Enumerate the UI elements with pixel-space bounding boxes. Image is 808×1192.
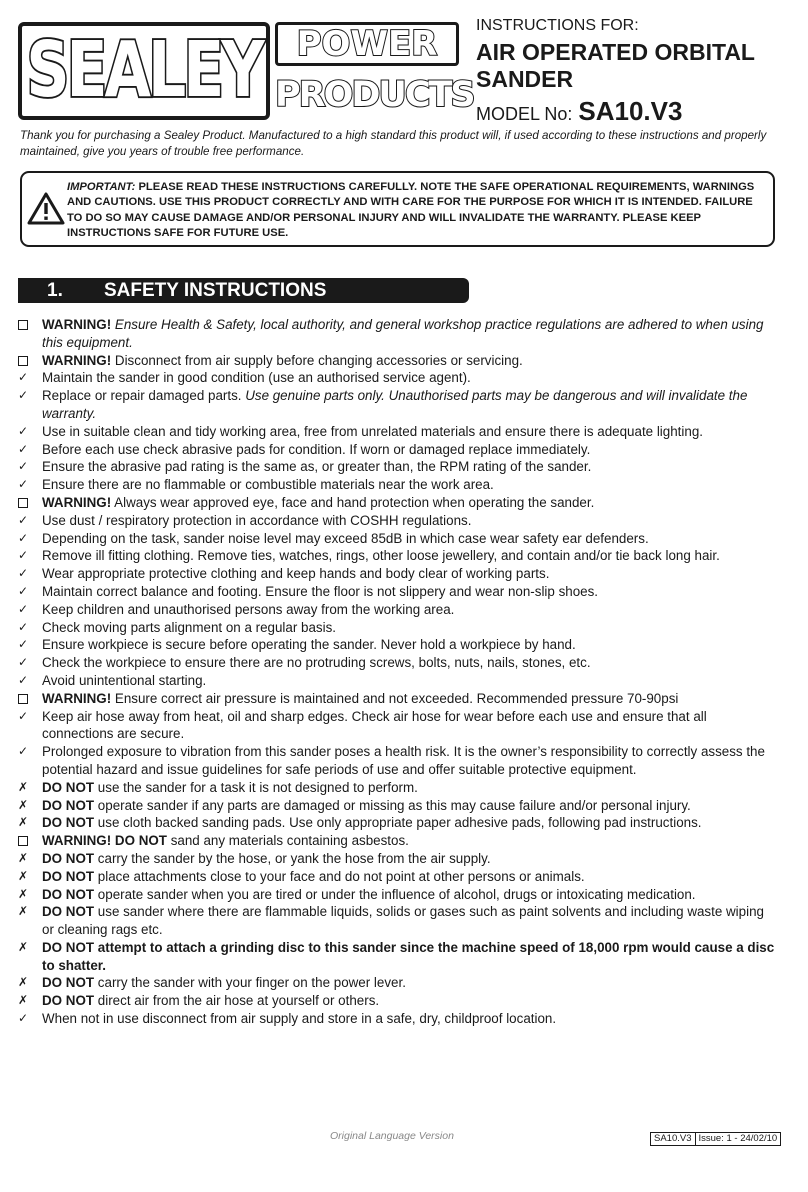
list-item: [18, 423, 778, 441]
item-text: Ensure correct air pressure is maintained and not exceeded. Recommended pressure 70-90psi: [111, 690, 679, 706]
footer-reference: [650, 1132, 781, 1146]
list-item: [18, 708, 778, 744]
item-text: Maintain the sander in good condition (use an authorised service agent).: [42, 370, 471, 386]
item-text: Remove ill fitting clothing. Remove ties, watches, rings, other loose jewellery, and contain and/or tie back long hair.: [42, 548, 720, 564]
product-title-line2: SANDER: [476, 66, 574, 92]
checkmark-icon: ✓: [18, 370, 29, 385]
document-header: [476, 16, 801, 131]
sealey-logo-text: SEALEY: [26, 25, 262, 116]
model-number: [476, 96, 801, 131]
item-text: Disconnect from air supply before changing accessories or servicing.: [111, 352, 523, 368]
cross-icon: ✗: [18, 779, 29, 794]
item-emphasis: Use genuine parts only. Unauthorised parts may be dangerous and will invalidate the warranty.: [42, 388, 748, 421]
checkmark-icon: ✓: [18, 637, 29, 652]
item-keyword: WARNING!: [42, 352, 112, 368]
checkmark-icon: ✓: [18, 548, 29, 563]
list-item: [18, 903, 778, 939]
cross-icon: ✗: [18, 993, 29, 1008]
section-number: 1.: [47, 280, 63, 301]
item-text: Ensure there are no flammable or combustible materials near the work area.: [42, 477, 494, 493]
footer-issue: Issue: 1 - 24/02/10: [695, 1133, 781, 1145]
item-keyword: WARNING!: [42, 494, 112, 510]
item-keyword: DO NOT: [42, 779, 95, 795]
cross-icon: ✗: [18, 975, 29, 990]
list-item: [18, 814, 778, 832]
checkbox-square-icon: [18, 320, 28, 330]
list-item: [18, 850, 778, 868]
list-item: [18, 939, 778, 975]
item-text: use sander where there are flammable liquids, solids or gases such as paint solvents and including waste wiping or cleaning rags etc.: [42, 904, 764, 938]
list-item: [18, 565, 778, 583]
item-keyword: DO NOT: [42, 797, 95, 813]
item-text: Keep air hose away from heat, oil and sharp edges. Check air hose for wear before each use and ensure that all connections are secure.: [42, 708, 707, 742]
item-text: Replace or repair damaged parts.: [42, 388, 246, 404]
model-label: MODEL No:: [476, 104, 573, 124]
product-title: [476, 39, 801, 93]
item-text: When not in use disconnect from air supply and store in a safe, dry, childproof location.: [42, 1011, 557, 1027]
checkmark-icon: ✓: [18, 672, 29, 687]
list-item: [18, 601, 778, 619]
item-text: place attachments close to your face and do not point at other persons or animals.: [94, 868, 585, 884]
cross-icon: ✗: [18, 797, 29, 812]
item-text: Check the workpiece to ensure there are no protruding screws, bolts, nuts, nails, stones, etc.: [42, 655, 591, 671]
checkmark-icon: ✓: [18, 566, 29, 581]
list-item: [18, 832, 778, 850]
list-item: [18, 690, 778, 708]
list-item: [18, 369, 778, 387]
item-text: Prolonged exposure to vibration from this sander poses a health risk. It is the owner’s responsibility to correctly assess the potential hazard and issue guidelines for safe periods of use and offer suitable protective equipment.: [42, 744, 765, 777]
list-item: [18, 974, 778, 992]
checkmark-icon: ✓: [18, 477, 29, 492]
important-lead: IMPORTANT:: [67, 181, 136, 193]
instructions-for-label: INSTRUCTIONS FOR:: [476, 17, 639, 34]
item-text: direct air from the air hose at yourself or others.: [94, 993, 380, 1009]
section-heading: [18, 278, 469, 303]
list-item: [18, 458, 778, 476]
list-item: [18, 583, 778, 601]
checkmark-icon: ✓: [18, 459, 29, 474]
item-text: Wear appropriate protective clothing and keep hands and body clear of working parts.: [42, 566, 550, 582]
item-text: Before each use check abrasive pads for condition. If worn or damaged replace immediately.: [42, 441, 591, 457]
list-item: [18, 619, 778, 637]
cross-icon: ✗: [18, 904, 29, 919]
power-logo-text: POWER: [275, 22, 459, 66]
checkbox-square-icon: [18, 356, 28, 366]
item-keyword: DO NOT: [42, 868, 95, 884]
cross-icon: ✗: [18, 939, 29, 954]
sealey-logo: [18, 22, 270, 120]
item-text: Ensure the abrasive pad rating is the same as, or greater than, the RPM rating of the sander.: [42, 459, 592, 475]
item-keyword: DO NOT: [42, 904, 95, 920]
item-text: Use dust / respiratory protection in accordance with COSHH regulations.: [42, 512, 472, 528]
checkmark-icon: ✓: [18, 423, 29, 438]
section-title: SAFETY INSTRUCTIONS: [104, 280, 327, 301]
cross-icon: ✗: [18, 850, 29, 865]
item-keyword: DO NOT: [42, 975, 95, 991]
list-item: [18, 672, 778, 690]
list-item: [18, 779, 778, 797]
list-item: [18, 886, 778, 904]
footer-model: SA10.V3: [654, 1133, 692, 1144]
item-text: Avoid unintentional starting.: [42, 672, 207, 688]
item-text: Depending on the task, sander noise level may exceed 85dB in which case wear safety ear defenders.: [42, 530, 649, 546]
list-item: [18, 476, 778, 494]
list-item: [18, 992, 778, 1010]
model-value: SA10.V3: [578, 96, 683, 126]
checkmark-icon: ✓: [18, 512, 29, 527]
checkmark-icon: ✓: [18, 655, 29, 670]
item-text: Always wear approved eye, face and hand protection when operating the sander.: [111, 494, 595, 510]
item-text: carry the sander by the hose, or yank the hose from the air supply.: [94, 850, 491, 866]
item-keyword: WARNING! DO NOT: [42, 833, 167, 849]
item-text: carry the sander with your finger on the power lever.: [94, 975, 406, 991]
cross-icon: ✗: [18, 886, 29, 901]
item-keyword: DO NOT: [42, 850, 95, 866]
item-keyword: DO NOT: [42, 815, 95, 831]
list-item: [18, 352, 778, 370]
item-keyword: DO NOT: [42, 886, 95, 902]
item-text: Use in suitable clean and tidy working area, free from unrelated materials and ensure there is adequate lighting.: [42, 423, 703, 439]
list-item: [18, 387, 778, 423]
checkmark-icon: ✓: [18, 601, 29, 616]
important-notice-text: [67, 180, 767, 242]
item-text: attempt to attach a grinding disc to this sander since the machine speed of 18,000 rpm would cause a disc to shatter.: [42, 939, 775, 973]
item-keyword: WARNING!: [42, 690, 112, 706]
list-item: [18, 512, 778, 530]
item-keyword: DO NOT: [42, 993, 95, 1009]
warning-triangle-icon: [27, 192, 65, 226]
intro-text: Thank you for purchasing a Sealey Product. Manufactured to a high standard this product will, if used according to these instructions and properly maintained, give you years of trouble free performance.: [20, 129, 767, 158]
important-notice-box: [20, 171, 775, 247]
cross-icon: ✗: [18, 815, 29, 830]
checkbox-square-icon: [18, 836, 28, 846]
products-logo-text: PRODUCTS: [275, 75, 474, 115]
list-item: [18, 316, 778, 352]
list-item: [18, 743, 778, 779]
item-text: use the sander for a task it is not designed to perform.: [94, 779, 418, 795]
item-keyword: DO NOT: [42, 939, 95, 955]
list-item: [18, 441, 778, 459]
checkmark-icon: ✓: [18, 388, 29, 403]
list-item: [18, 868, 778, 886]
item-keyword: WARNING!: [42, 317, 112, 332]
checkmark-icon: ✓: [18, 1011, 29, 1026]
item-text: Ensure Health & Safety, local authority, and general workshop practice regulations are adhered to when using this equipment.: [42, 317, 764, 350]
product-title-line1: AIR OPERATED ORBITAL: [476, 39, 755, 65]
list-item: [18, 797, 778, 815]
list-item: [18, 654, 778, 672]
item-text: operate sander if any parts are damaged or missing as this may cause failure and/or personal injury.: [94, 797, 691, 813]
checkmark-icon: ✓: [18, 619, 29, 634]
item-text: Maintain correct balance and footing. Ensure the floor is not slippery and wear non-slip shoes.: [42, 583, 599, 599]
cross-icon: ✗: [18, 868, 29, 883]
item-text: sand any materials containing asbestos.: [166, 833, 409, 849]
checkmark-icon: ✓: [18, 530, 29, 545]
checkbox-square-icon: [18, 498, 28, 508]
list-item: [18, 494, 778, 512]
list-item: [18, 636, 778, 654]
item-text: use cloth backed sanding pads. Use only appropriate paper adhesive pads, following pad instructions.: [94, 815, 702, 831]
checkmark-icon: ✓: [18, 583, 29, 598]
checkmark-icon: ✓: [18, 744, 29, 759]
important-body: PLEASE READ THESE INSTRUCTIONS CAREFULLY. NOTE THE SAFE OPERATIONAL REQUIREMENTS, WARNINGS AND CAUTIONS. USE THIS PRODUCT CORRECTLY AND WITH CARE FOR THE PURPOSE FOR WHICH IT IS INTENDED. FAILURE TO DO SO MAY CAUSE DAMAGE AND/OR PERSONAL INJURY AND WILL INVALIDATE THE WARRANTY. PLEASE KEEP INSTRUCTIONS SAFE FOR FUTURE USE.: [67, 181, 755, 240]
checkmark-icon: ✓: [18, 441, 29, 456]
item-text: Check moving parts alignment on a regular basis.: [42, 619, 336, 635]
item-text: operate sander when you are tired or under the influence of alcohol, drugs or intoxicating medication.: [94, 886, 696, 902]
checkbox-square-icon: [18, 694, 28, 704]
item-text: Ensure workpiece is secure before operating the sander. Never hold a workpiece by hand.: [42, 637, 576, 653]
checkmark-icon: ✓: [18, 708, 29, 723]
power-products-logo: [275, 22, 474, 120]
list-item: [18, 530, 778, 548]
list-item: [18, 1010, 778, 1028]
item-text: Keep children and unauthorised persons away from the working area.: [42, 601, 455, 617]
list-item: [18, 547, 778, 565]
footer-language: Original Language Version: [330, 1130, 454, 1142]
safety-instructions-list: [18, 316, 778, 1028]
